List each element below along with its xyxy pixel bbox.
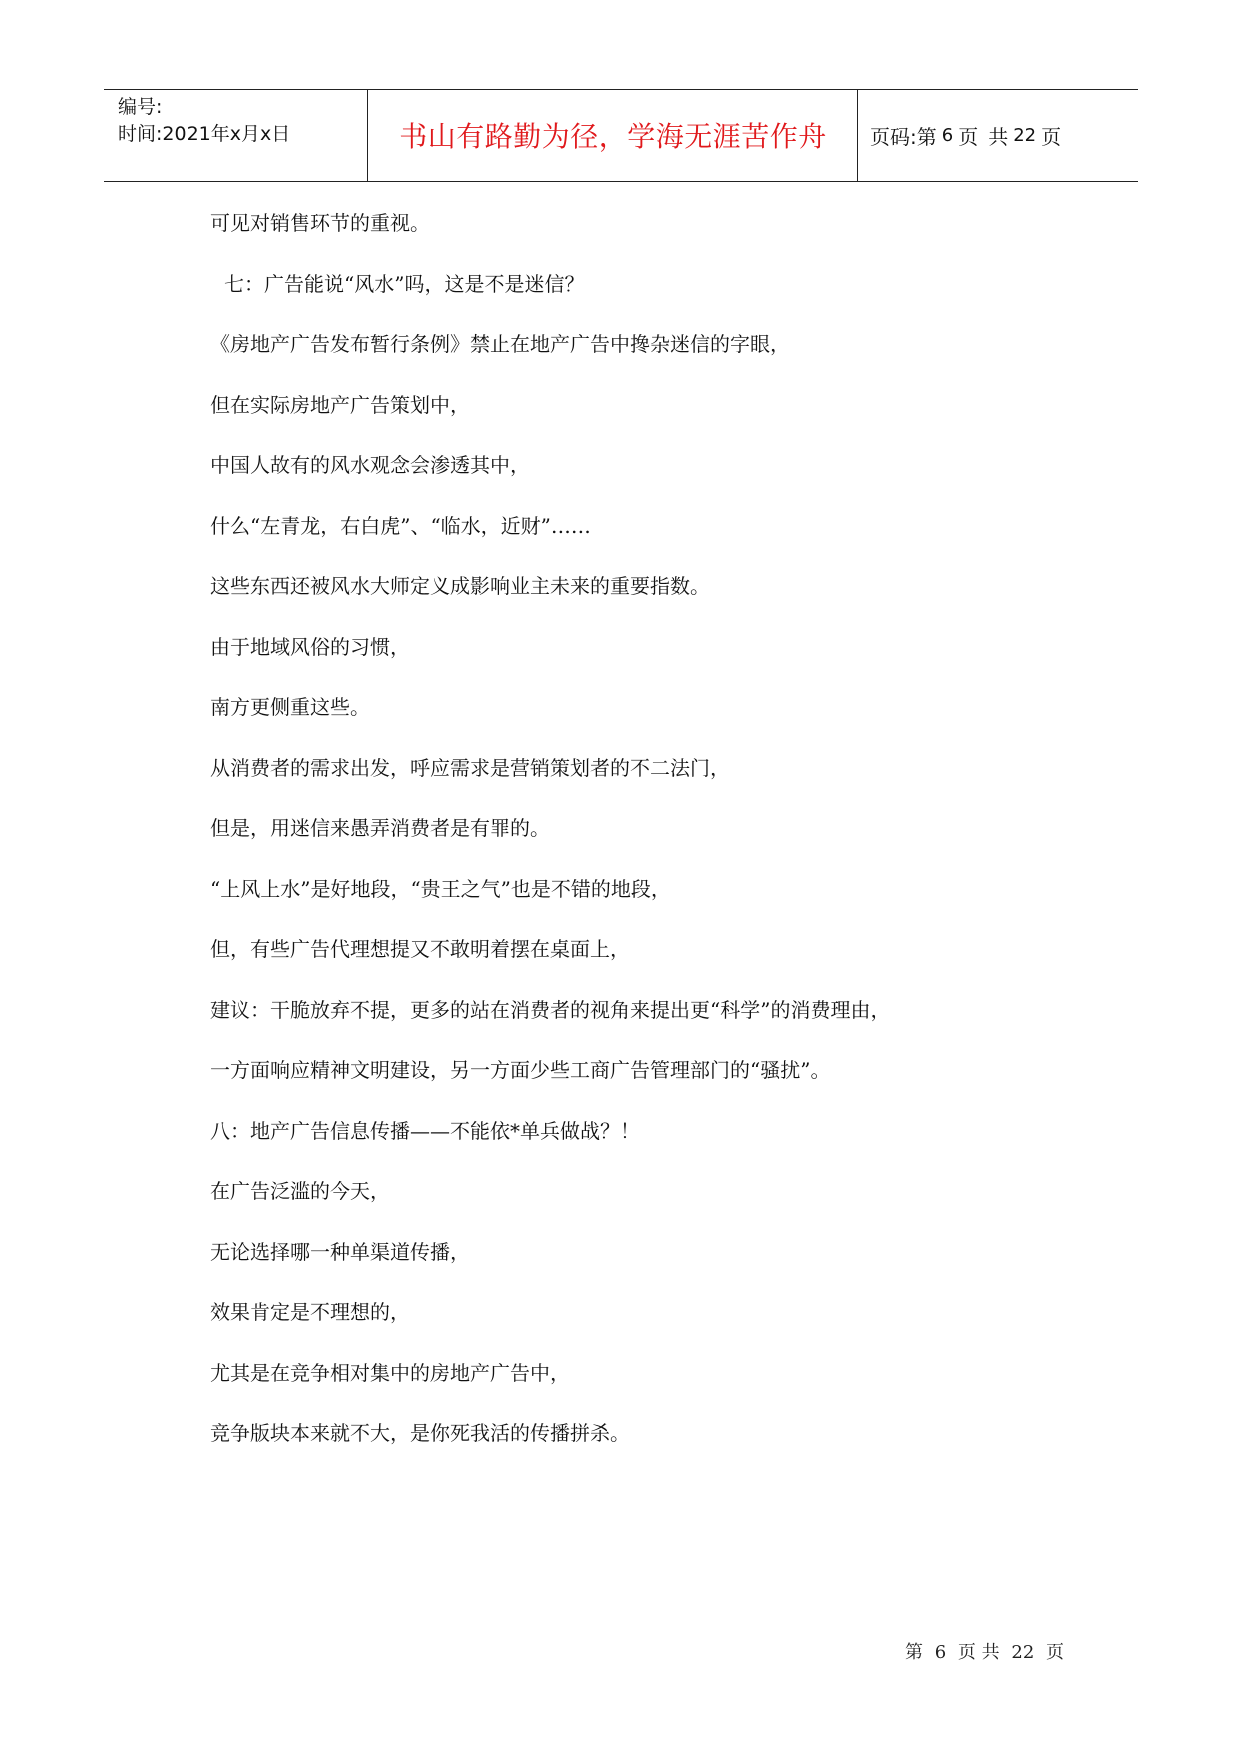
header-page-total: 22 xyxy=(1013,124,1037,146)
paragraph: 可见对销售环节的重视。 xyxy=(210,211,430,235)
paragraph: 在广告泛滥的今天， xyxy=(210,1179,390,1203)
paragraph: 《房地产广告发布暂行条例》禁止在地产广告中搀杂迷信的字眼， xyxy=(210,332,790,356)
header-divider-right xyxy=(857,90,858,181)
paragraph: 这些东西还被风水大师定义成影响业主未来的重要指数。 xyxy=(210,574,710,598)
footer-prefix: 第 xyxy=(905,1642,923,1663)
paragraph: 南方更侧重这些。 xyxy=(210,695,370,719)
paragraph: 一方面响应精神文明建设，另一方面少些工商广告管理部门的“骚扰”。 xyxy=(210,1058,831,1082)
paragraph: 建议：干脆放弃不提，更多的站在消费者的视角来提出更“科学”的消费理由， xyxy=(210,997,891,1022)
header-total-unit: 页 xyxy=(1041,124,1062,149)
header-page-unit: 页 xyxy=(958,124,979,149)
paragraph: 无论选择哪一种单渠道传播， xyxy=(210,1239,470,1264)
footer-page-total: 22 xyxy=(1011,1642,1035,1663)
section-heading: 八：地产广告信息传播——不能依*单兵做战？！ xyxy=(210,1118,640,1143)
header-page-prefix: 页码:第 xyxy=(870,124,937,149)
paragraph: 竞争版块本来就不大，是你死我活的传播拼杀。 xyxy=(210,1421,630,1445)
footer-page-current: 6 xyxy=(934,1642,947,1663)
header-motto: 书山有路勤为径，学海无涯苦作舟 xyxy=(399,120,827,153)
paragraph: 效果肯定是不理想的， xyxy=(210,1300,410,1324)
paragraph: 但，有些广告代理想提又不敢明着摆在桌面上， xyxy=(210,937,630,961)
paragraph: 由于地域风俗的习惯， xyxy=(210,634,410,659)
paragraph: “上风上水”是好地段，“贵王之气”也是不错的地段， xyxy=(210,876,671,901)
header-divider-left xyxy=(367,90,368,181)
paragraph: 但是，用迷信来愚弄消费者是有罪的。 xyxy=(210,816,550,840)
document-body xyxy=(210,208,1110,1479)
section-heading: 七：广告能说“风水”吗，这是不是迷信？ xyxy=(224,271,585,296)
paragraph: 但在实际房地产广告策划中， xyxy=(210,392,470,417)
paragraph: 尤其是在竞争相对集中的房地产广告中， xyxy=(210,1360,570,1385)
footer-mid: 页 共 xyxy=(957,1642,1000,1663)
header-page-current: 6 xyxy=(941,124,954,146)
paragraph: 中国人故有的风水观念会渗透其中， xyxy=(210,453,530,477)
header-total-prefix: 共 xyxy=(988,124,1009,149)
page-footer xyxy=(905,1638,1064,1664)
header-meta xyxy=(118,94,368,148)
paragraph: 什么“左青龙，右白虎”、“临水，近财”…… xyxy=(210,513,591,538)
document-time-label: 时间:2021年x月x日 xyxy=(118,123,291,145)
page-header xyxy=(104,89,1138,182)
header-page-indicator xyxy=(870,90,1061,180)
footer-suffix: 页 xyxy=(1046,1642,1065,1663)
paragraph: 从消费者的需求出发，呼应需求是营销策划者的不二法门， xyxy=(210,755,730,780)
document-number-label: 编号: xyxy=(118,96,163,118)
